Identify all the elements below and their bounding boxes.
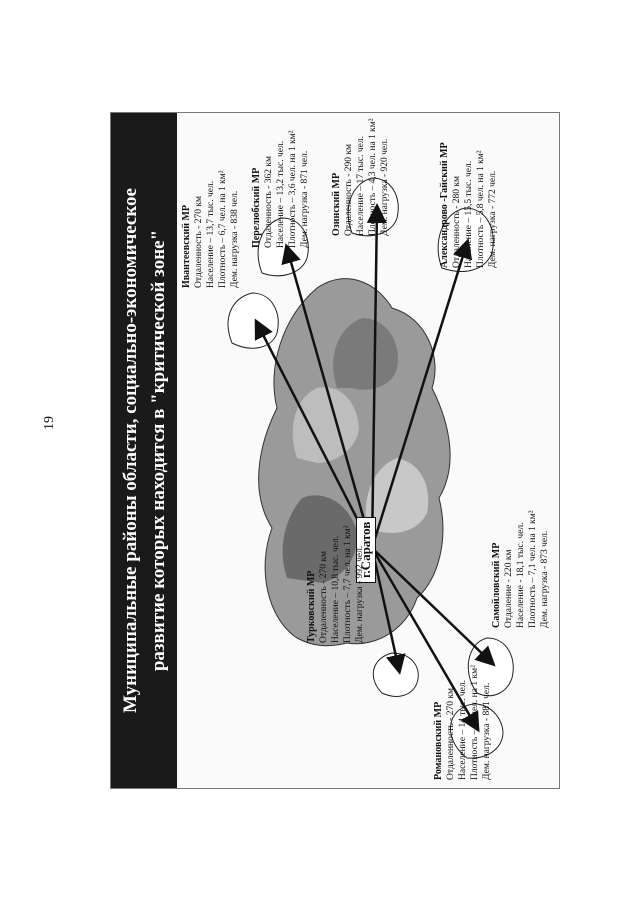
district-line: Население – 13,7 тыс. чел. [206,180,216,288]
district-ozinsky [331,118,391,236]
district-line: Отдаленность - 280 км [452,176,462,268]
district-line: Плотность – 3,6 чел. на 1 км² [288,130,298,248]
district-line: Отдаленность - 290 км [344,144,354,236]
slide-content [111,113,559,788]
district-line: Отдаленность - 270 км [446,688,456,780]
district-ivanteevsky [181,170,241,288]
district-line: Плотность – 7,7 чел. на 1 км² [343,525,353,643]
district-line: Плотность – 5,8 чел. на 1 км² [476,150,486,268]
district-name: Ивантеевский МР [181,204,192,288]
district-name: Перелюбский МР [251,167,262,248]
district-romanovsky [433,665,493,780]
district-line: Дем. нагрузка - 881 чел. [482,682,492,780]
district-line: Отдаленность - 362 км [264,156,274,248]
district-line: Дем. нагрузка - 772 чел. [488,170,498,268]
district-line: Дем. нагрузка - 920 чел. [380,138,390,236]
district-name: Озинский МР [331,172,342,236]
district-line: Дем. нагрузка - 873 чел. [540,530,550,628]
title-line-2: развитие которых находится в "критической зоне" [148,229,169,672]
district-name: Турковский МР [306,570,317,643]
district-line: Население – 17 тыс. чел. [356,136,366,236]
district-line: Население – 13,2 тыс. чел. [276,140,286,248]
district-line: Население – 15,5 тыс. чел. [464,160,474,268]
district-line: Отдаленность - 270 км [194,196,204,288]
district-a-gaysky [439,142,499,268]
district-line: Плотность – 6,7 чел. на 1 км² [218,170,228,288]
title-line-1: Муниципальные районы области, социально-экономическое [120,188,141,714]
district-line: Население - 18,1 тыс. чел. [516,522,526,628]
district-samoylovsky [491,510,551,628]
district-turkovsky [306,525,366,643]
district-line: Отдаленность - 270 км [319,551,329,643]
district-line: Плотность – 11 чел. на 1 км² [470,665,480,780]
district-line: Дем. нагрузка - 871 чел. [300,150,310,248]
district-line: Отдаление - 220 км [504,549,514,628]
district-line: Плотность – 4,3 чел. на 1 км² [368,118,378,236]
district-line: Население – 10,8 тыс. чел. [331,535,341,643]
district-line: Плотность – 7,1 чел. на 1 км² [528,510,538,628]
district-line: Дем. нагрузка - 838 чел. [230,190,240,288]
district-name: Александрово -Гайский МР [439,142,450,268]
slide-frame [110,112,560,789]
district-name: Самойловский МР [491,542,502,628]
city-label: г.Саратов [356,517,376,583]
district-outline-ivanteevsky [228,293,278,348]
slide-title [111,113,177,788]
district-line: Дем. нагрузка - 992 чел. [355,545,365,643]
district-perelyubsky [251,130,311,248]
district-name: Романовский МР [433,701,444,780]
page-number: 19 [42,416,57,430]
district-line: Население – 14 тыс. чел. [458,680,468,780]
